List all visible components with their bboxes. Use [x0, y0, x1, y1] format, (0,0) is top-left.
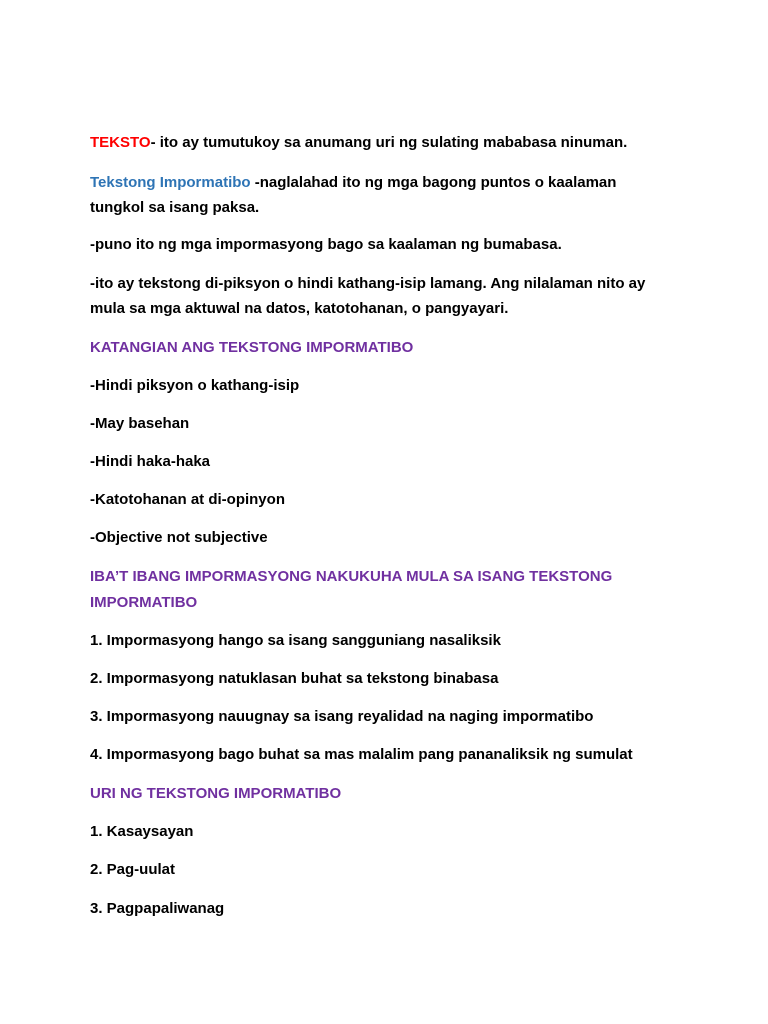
- list-item: -Hindi piksyon o kathang-isip: [90, 377, 300, 394]
- list-item: 4. Impormasyong bago buhat sa mas malalim pang pananaliksik ng sumulat: [90, 746, 633, 763]
- list-item: 1. Kasaysayan: [90, 823, 194, 840]
- note-paragraph-1: -puno ito ng mga impormasyong bago sa kaalaman ng bumabasa.: [90, 236, 562, 253]
- section-heading-iba-t-ibang-line1: IBA’T IBANG IMPORMASYONG NAKUKUHA MULA SA ISANG TEKSTONG: [90, 568, 613, 585]
- section-heading-katangian: KATANGIAN ANG TEKSTONG IMPORMATIBO: [90, 339, 414, 356]
- list-item: -Katotohanan at di-opinyon: [90, 491, 285, 508]
- list-item: -Hindi haka-haka: [90, 453, 211, 470]
- list-item: -May basehan: [90, 415, 190, 432]
- note-paragraph-2-line1: -ito ay tekstong di-piksyon o hindi kathang-isip lamang. Ang nilalaman nito ay: [90, 275, 646, 292]
- section-heading-uri: URI NG TEKSTONG IMPORMATIBO: [90, 785, 342, 802]
- list-item: 3. Pagpapaliwanag: [90, 900, 225, 917]
- list-item: -Objective not subjective: [90, 529, 268, 546]
- informatibo-definition-line2: tungkol sa isang paksa.: [90, 199, 260, 216]
- section-heading-iba-t-ibang-line2: IMPORMATIBO: [90, 594, 198, 611]
- list-item: 2. Pag-uulat: [90, 861, 176, 878]
- teksto-definition: - ito ay tumutukoy sa anumang uri ng sulating mababasa ninuman.: [150, 134, 628, 151]
- teksto-term: TEKSTO: [90, 134, 151, 151]
- informatibo-definition-line1: -naglalahad ito ng mga bagong puntos o kaalaman: [250, 174, 617, 191]
- teksto-paragraph: [90, 130, 627, 156]
- list-item: 1. Impormasyong hango sa isang sangguniang nasaliksik: [90, 632, 501, 649]
- note-paragraph-2-line2: mula sa mga aktuwal na datos, katotohanan, o pangyayari.: [90, 300, 509, 317]
- list-item: 3. Impormasyong nauugnay sa isang reyalidad na naging impormatibo: [90, 708, 594, 725]
- informatibo-term: Tekstong Impormatibo: [90, 174, 251, 191]
- informatibo-paragraph-line1: [90, 170, 616, 196]
- list-item: 2. Impormasyong natuklasan buhat sa tekstong binabasa: [90, 670, 499, 687]
